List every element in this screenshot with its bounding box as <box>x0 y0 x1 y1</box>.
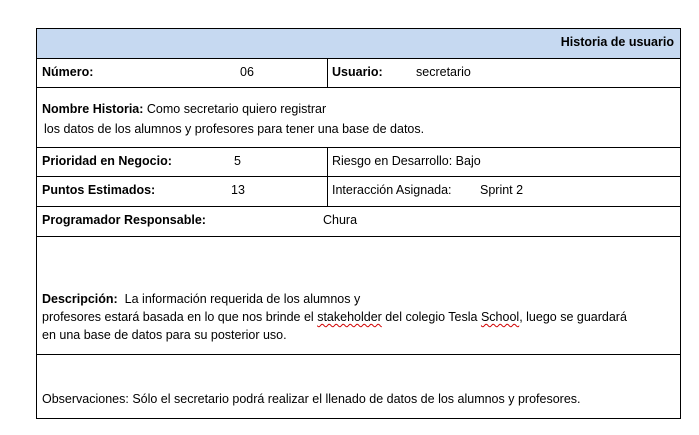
puntos-label: Puntos Estimados: <box>42 183 156 197</box>
puntos-value: 13 <box>231 183 245 197</box>
numero-value: 06 <box>240 65 254 79</box>
nombre-historia-row <box>37 88 680 148</box>
prioridad-riesgo-row <box>37 148 680 177</box>
column-divider <box>327 59 328 87</box>
nombre-historia-line1 <box>42 102 326 116</box>
descripcion-text2b: stakeholder <box>317 310 382 324</box>
nombre-historia-label: Nombre Historia: <box>42 102 144 116</box>
prioridad-label: Prioridad en Negocio: <box>42 154 172 168</box>
programador-row <box>37 207 680 237</box>
descripcion-row <box>37 237 680 355</box>
user-story-table <box>36 28 681 419</box>
puntos-interaccion-row <box>37 177 680 207</box>
descripcion-line2 <box>42 310 627 324</box>
column-divider <box>327 177 328 206</box>
riesgo-text: Riesgo en Desarrollo: Bajo <box>332 154 481 168</box>
story-title: Historia de usuario <box>560 35 674 49</box>
observaciones-row <box>37 355 680 419</box>
descripcion-line1 <box>42 292 360 306</box>
usuario-value: secretario <box>416 65 471 79</box>
observaciones-text: Observaciones: Sólo el secretario podrá realizar el llenado de datos de los alumnos y profesores. <box>42 392 581 406</box>
nombre-historia-text1: Como secretario quiero registrar <box>146 102 327 116</box>
interaccion-label: Interacción Asignada: <box>332 183 452 197</box>
interaccion-value: Sprint 2 <box>480 183 524 197</box>
numero-usuario-row <box>37 59 680 88</box>
nombre-historia-text2: los datos de los alumnos y profesores para tener una base de datos. <box>44 122 425 136</box>
programador-label: Programador Responsable: <box>42 213 206 227</box>
descripcion-text2d: School <box>480 310 520 324</box>
numero-label: Número: <box>42 65 94 79</box>
usuario-label: Usuario: <box>332 65 383 79</box>
descripcion-text2a: profesores estará basada en lo que nos brinde el <box>42 310 318 324</box>
prioridad-value: 5 <box>234 154 241 168</box>
descripcion-label: Descripción: <box>42 292 118 306</box>
descripcion-text2e: , luego se guardará <box>519 310 627 324</box>
descripcion-text1: La información requerida de los alumnos y <box>124 292 361 306</box>
header-row <box>37 29 680 59</box>
programador-value: Chura <box>323 213 358 227</box>
column-divider <box>327 148 328 176</box>
descripcion-text2c: del colegio Tesla <box>381 310 481 324</box>
descripcion-line3: en una base de datos para su posterior uso. <box>42 328 287 342</box>
